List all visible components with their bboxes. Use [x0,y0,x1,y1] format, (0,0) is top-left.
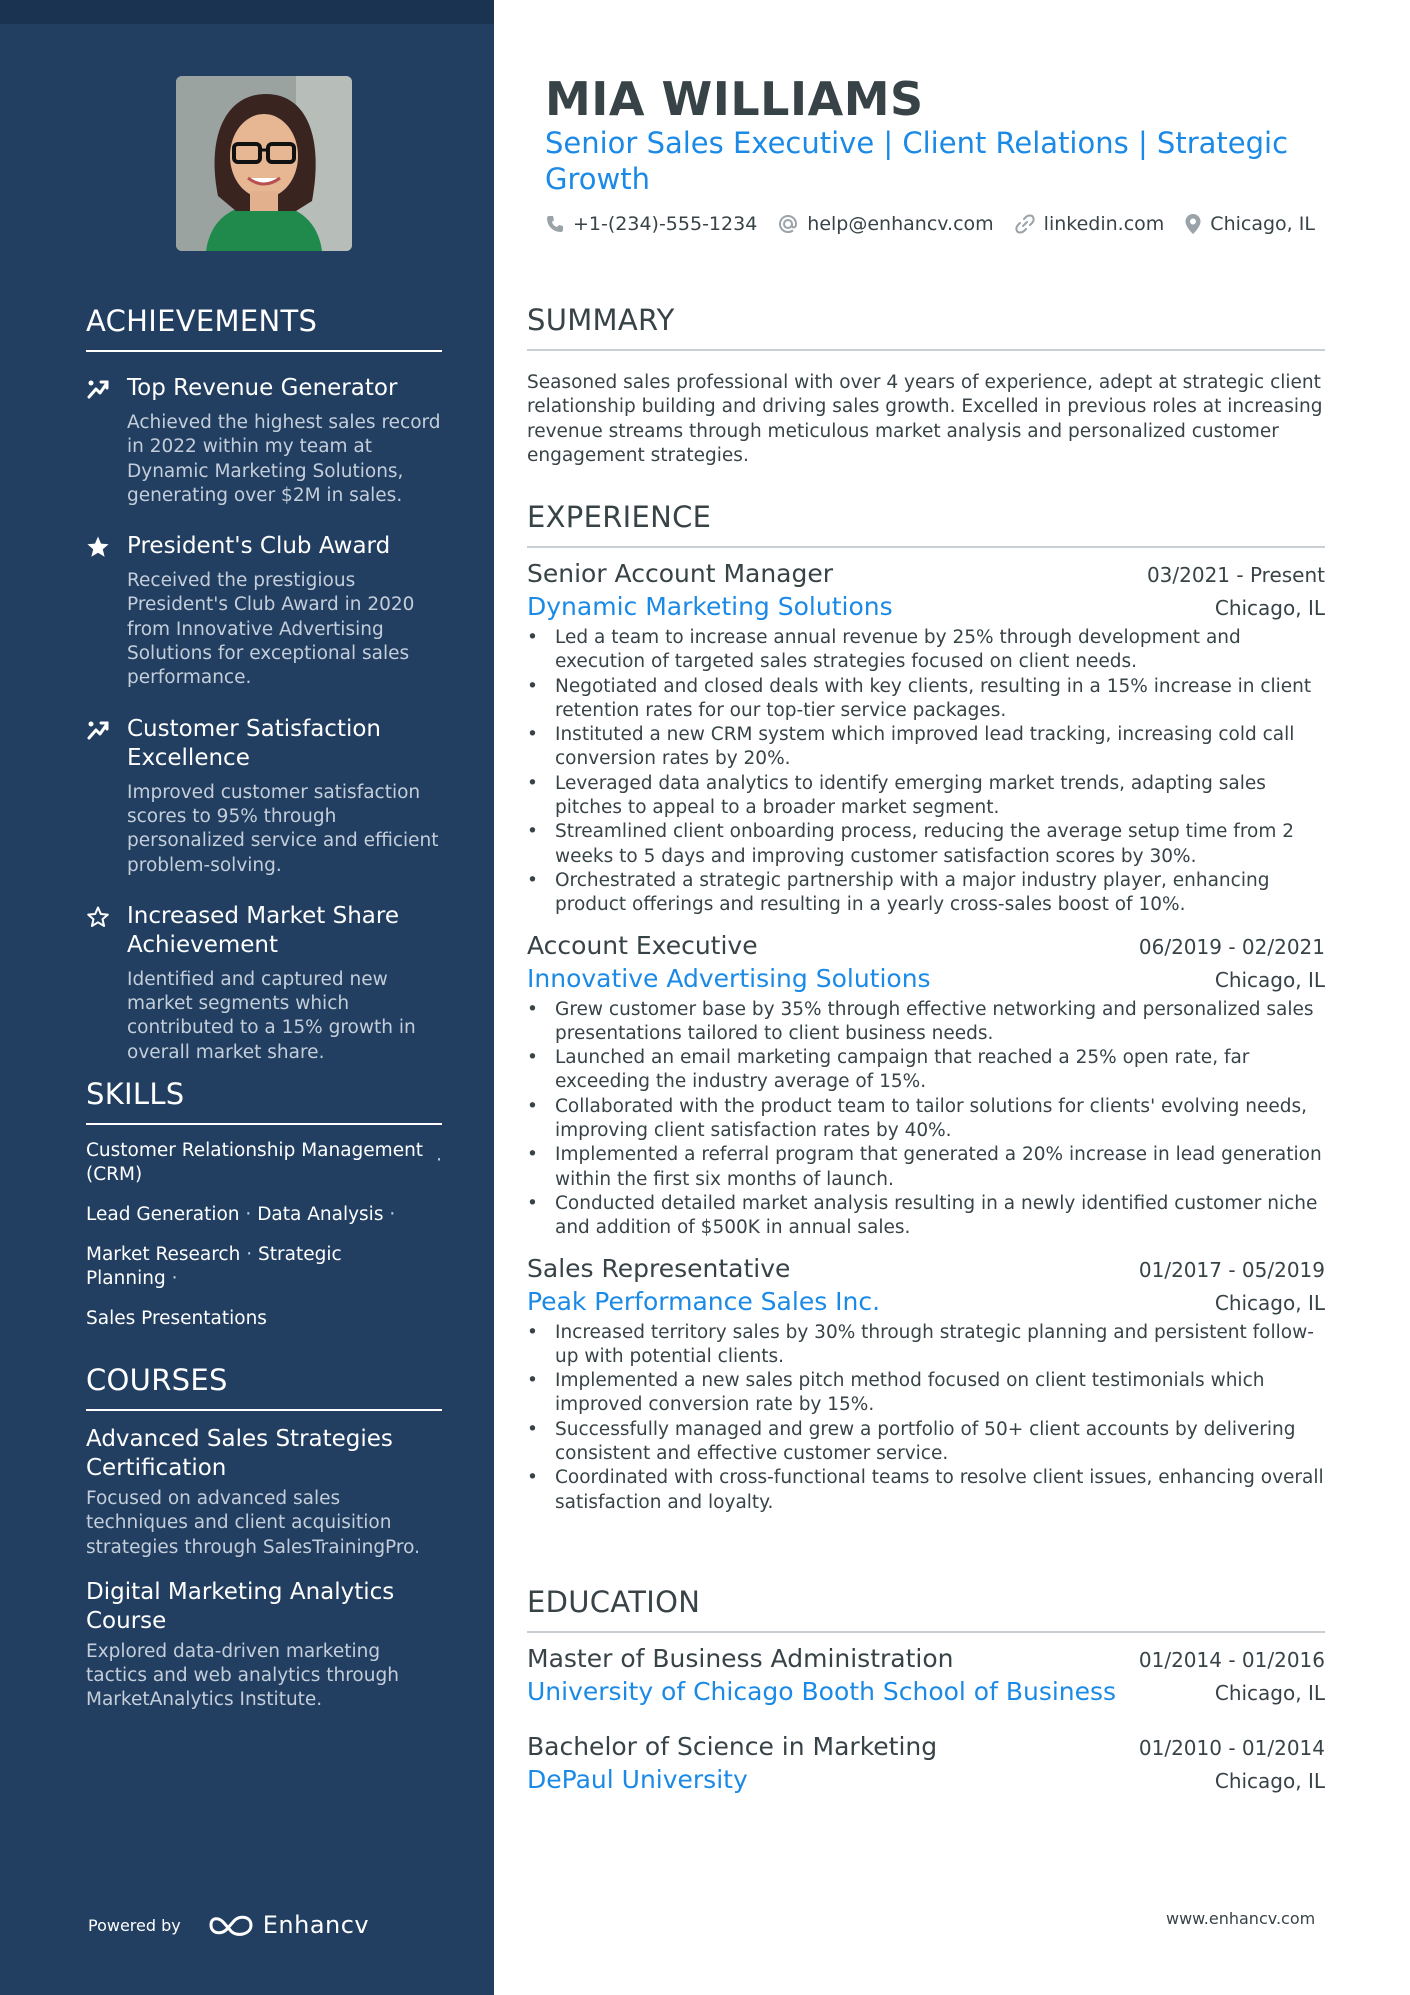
achievement-title: Top Revenue Generator [127,375,398,401]
achievement-desc: Received the prestigious President's Club Award in 2020 from Innovative Advertising Solutions for exceptional sales performance. [127,570,415,689]
job-bullets [527,1321,1325,1515]
skill-item: Market Research [86,1244,241,1265]
job-title: Account Executive [527,930,758,960]
summary-section [527,303,1325,468]
summary-text: Seasoned sales professional with over 4 years of experience, adept at strategic client relationship building and driving sales growth. Excelled in previous roles at increasing revenue streams through meticulous market analysis and personalized customer engagement strategies. [527,372,1323,466]
contact-location [1184,213,1315,235]
phone-icon [545,214,565,234]
school-name[interactable]: University of Chicago Booth School of Business [527,1677,1117,1706]
degree-title: Master of Business Administration [527,1644,954,1673]
skill-row: Customer Relationship Management (CRM) · [86,1140,442,1185]
achievement-item [86,902,442,1065]
achievement-desc: Identified and captured new market segments which contributed to a 15% growth in overall market share. [127,968,416,1063]
summary-heading: SUMMARY [527,303,1325,351]
star-filled-icon [86,535,110,559]
course-title: Digital Marketing Analytics Course [86,1578,395,1634]
skills-section [86,1077,442,1347]
achievement-title: Customer Satisfaction Excellence [127,715,382,771]
at-icon [777,213,799,235]
achievement-title: Increased Market Share Achievement [127,902,399,958]
bullet-item: • Orchestrated a strategic partnership with a major industry player, enhancing product offerings and resulting in a yearly cross-sales boost of 10%. [527,869,1325,918]
job-title: Sales Representative [527,1253,791,1283]
courses-heading: COURSES [86,1363,442,1411]
courses-section [86,1363,442,1731]
candidate-headline: Senior Sales Executive | Client Relations | Strategic Growth [545,126,1289,196]
linkedin-text: linkedin.com [1043,213,1165,235]
brand-logo[interactable] [207,1911,369,1939]
job-company[interactable]: Dynamic Marketing Solutions [527,592,893,621]
bullet-item: • Conducted detailed market analysis resulting in a newly identified customer niche and addition of $500K in annual sales. [527,1192,1325,1241]
sidebar-top-band [0,0,494,24]
achievement-desc: Achieved the highest sales record in 2022 within my team at Dynamic Marketing Solutions, generating over $2M in sales. [127,412,441,506]
link-icon [1014,213,1036,235]
achievements-heading: ACHIEVEMENTS [86,304,442,352]
contact-linkedin[interactable] [1014,213,1165,235]
achievements-section [86,304,442,1089]
skill-row [86,1307,442,1331]
bullet-item: • Led a team to increase annual revenue by 25% through development and execution of targeted sales strategies focused on client needs. [527,626,1325,675]
skill-item: Strategic Planning [86,1244,342,1289]
bullet-item: • Increased territory sales by 30% through strategic planning and persistent follow-up with potential clients. [527,1321,1325,1370]
experience-heading: EXPERIENCE [527,500,1325,548]
job-entry [527,930,1325,1241]
growth-icon [86,718,110,742]
job-dates: 03/2021 - Present [1146,563,1325,587]
course-desc: Focused on advanced sales techniques and client acquisition strategies through SalesTrainingPro. [86,1488,420,1558]
bullet-item: • Successfully managed and grew a portfolio of 50+ client accounts by delivering consistent and effective customer service. [527,1418,1325,1467]
job-company[interactable]: Peak Performance Sales Inc. [527,1286,881,1316]
course-item [86,1425,442,1560]
bullet-item: • Implemented a new sales pitch method focused on client testimonials which improved conversion rate by 15%. [527,1369,1325,1418]
course-title: Advanced Sales Strategies Certification [86,1426,393,1481]
sidebar [0,0,494,1995]
job-location: Chicago, IL [1214,1290,1325,1315]
brand-name: Enhancv [262,1911,370,1939]
job-bullets [527,626,1325,918]
course-desc: Explored data-driven marketing tactics and web analytics through MarketAnalytics Institute. [86,1640,399,1711]
enhancv-logo-icon [207,1912,255,1938]
education-section [527,1585,1325,1797]
contact-bar [545,213,1335,235]
course-item [86,1578,442,1713]
bullet-item: • Streamlined client onboarding process, reducing the average setup time from 2 weeks to 5 days and improving customer satisfaction scores by 30%. [527,820,1325,869]
bullet-item: • Coordinated with cross-functional teams to resolve client issues, enhancing overall satisfaction and loyalty. [527,1466,1325,1515]
education-location: Chicago, IL [1214,1769,1325,1793]
bullet-item: • Negotiated and closed deals with key clients, resulting in a 15% increase in client retention rates for our top-tier service packages. [527,675,1325,724]
achievement-item [86,532,442,690]
job-bullets [527,998,1325,1241]
location-text: Chicago, IL [1210,213,1315,235]
growth-icon [86,377,110,401]
profile-photo [176,76,352,251]
education-dates: 01/2010 - 01/2014 [1138,1736,1325,1760]
star-outline-icon [86,905,110,929]
education-location: Chicago, IL [1214,1681,1325,1705]
bullet-item: • Instituted a new CRM system which improved lead tracking, increasing cold call conversion rates by 20%. [527,723,1325,772]
job-dates: 06/2019 - 02/2021 [1138,934,1325,959]
job-dates: 01/2017 - 05/2019 [1138,1257,1325,1282]
education-dates: 01/2014 - 01/2016 [1138,1648,1325,1672]
bullet-item: • Implemented a referral program that generated a 20% increase in lead generation within the first six months of launch. [527,1143,1325,1192]
candidate-name: MIA WILLIAMS [545,72,924,126]
skill-row: Market Research · Strategic Planning · [86,1244,342,1289]
education-entry [527,1643,1325,1709]
skill-item: Lead Generation [86,1204,240,1225]
skill-item: Sales Presentations [86,1308,267,1329]
email-text: help@enhancv.com [807,213,994,235]
achievement-item [86,374,442,508]
bullet-item: • Collaborated with the product team to tailor solutions for clients' evolving needs, improving client satisfaction rates by 40%. [527,1095,1325,1144]
job-entry [527,558,1325,918]
skill-row: Lead Generation · Data Analysis · [86,1204,396,1225]
achievement-title: President's Club Award [127,533,391,560]
bullet-item: • Launched an email marketing campaign that reached a 25% open rate, far exceeding the industry average of 15%. [527,1046,1325,1095]
location-pin-icon [1184,213,1202,235]
job-entry [527,1253,1325,1515]
job-title: Senior Account Manager [527,559,834,588]
footer-url[interactable]: www.enhancv.com [1166,1909,1316,1928]
education-heading: EDUCATION [527,1585,1325,1633]
degree-title: Bachelor of Science in Marketing [527,1732,938,1761]
phone-text: +1-(234)-555-1234 [573,213,758,235]
powered-by-label: Powered by [88,1915,181,1935]
skills-heading: SKILLS [86,1077,442,1125]
job-location: Chicago, IL [1214,967,1325,992]
skill-item: Customer Relationship Management (CRM) [86,1140,424,1185]
contact-email[interactable] [777,213,993,235]
school-name[interactable]: DePaul University [527,1765,748,1794]
achievement-desc: Improved customer satisfaction scores to 95% through personalized service and efficient problem-solving. [127,781,439,876]
skill-item: Data Analysis [257,1204,384,1225]
experience-section [527,500,1325,1515]
bullet-item: • Grew customer base by 35% through effective networking and personalized sales presentations tailored to client business needs. [527,998,1325,1047]
achievement-item [86,715,442,878]
bullet-item: • Leveraged data analytics to identify emerging market trends, adapting sales pitches to appeal to a broader market segment. [527,772,1325,821]
education-entry [527,1731,1325,1797]
job-location: Chicago, IL [1214,596,1325,620]
powered-by [88,1905,369,1945]
contact-phone[interactable] [545,213,757,235]
job-company[interactable]: Innovative Advertising Solutions [527,963,931,993]
